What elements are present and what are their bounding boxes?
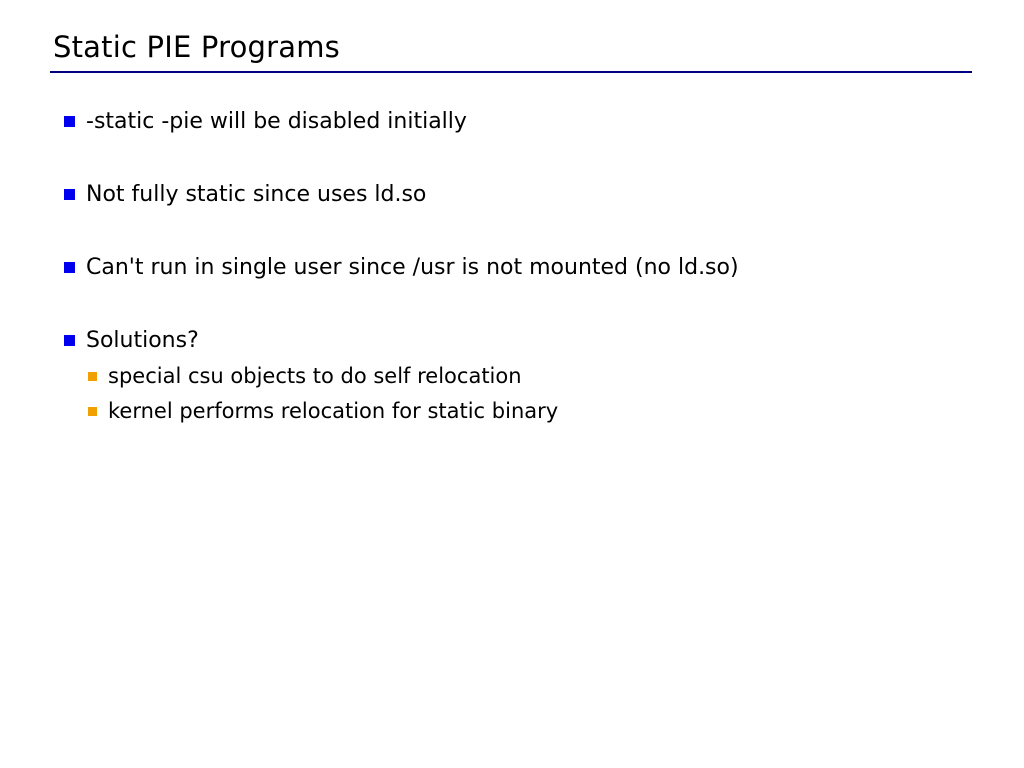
sub-bullet-square-icon xyxy=(88,407,97,416)
bullet-text: -static -pie will be disabled initially xyxy=(86,109,467,134)
sub-list-item xyxy=(88,363,984,390)
list-item xyxy=(64,254,984,282)
bullet-square-icon xyxy=(64,189,75,200)
bullet-square-icon xyxy=(64,335,75,346)
sub-bullet-text: kernel performs relocation for static binary xyxy=(108,399,559,423)
list-item xyxy=(64,108,984,136)
title-underline xyxy=(50,71,972,73)
list-item xyxy=(64,327,984,355)
slide-title: Static PIE Programs xyxy=(53,30,340,64)
sub-bullet-text: special csu objects to do self relocation xyxy=(108,364,522,388)
bullet-text: Not fully static since uses ld.so xyxy=(86,182,427,207)
bullet-text: Solutions? xyxy=(86,328,199,353)
bullet-square-icon xyxy=(64,262,75,273)
list-item xyxy=(64,181,984,209)
sub-list-item xyxy=(88,398,984,425)
sub-bullet-square-icon xyxy=(88,372,97,381)
bullet-text: Can't run in single user since /usr is not mounted (no ld.so) xyxy=(86,255,739,280)
bullet-square-icon xyxy=(64,116,75,127)
bullet-list xyxy=(64,108,984,433)
